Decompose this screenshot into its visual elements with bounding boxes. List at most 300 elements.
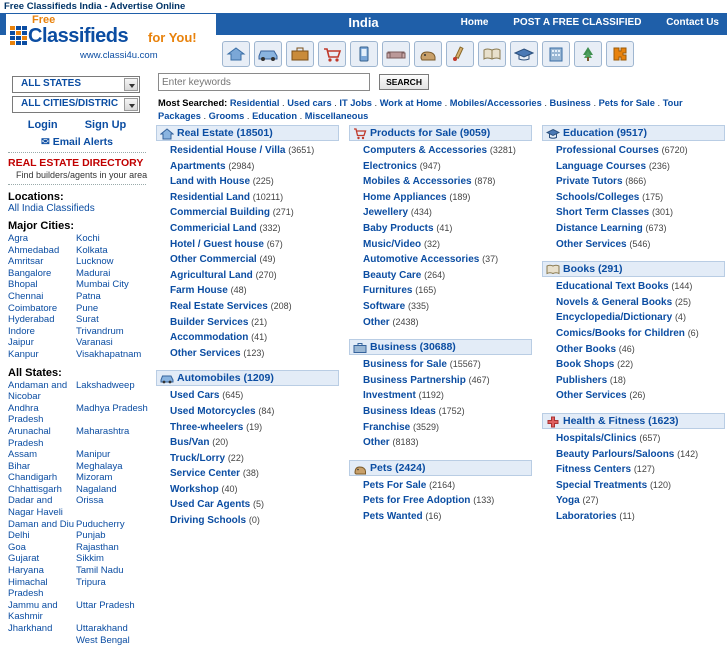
- site-header: [0, 13, 727, 69]
- category-item-label[interactable]: Driving Schools: [170, 515, 247, 527]
- state-link[interactable]: Jammu and Kashmir: [8, 599, 58, 623]
- category-item[interactable]: [556, 159, 725, 175]
- category-header[interactable]: [156, 370, 339, 386]
- city-link[interactable]: Ahmedabad: [8, 244, 60, 256]
- category-icon-bar[interactable]: [222, 39, 722, 69]
- category-item-label[interactable]: Apartments: [170, 160, 226, 172]
- category-item[interactable]: [556, 447, 725, 463]
- category-block: [156, 370, 339, 528]
- state-link[interactable]: Tamil Nadu: [76, 565, 124, 577]
- category-item-count: (19): [246, 421, 263, 432]
- search-input[interactable]: [158, 73, 370, 91]
- category-item[interactable]: [556, 342, 725, 358]
- category-item[interactable]: [363, 315, 532, 331]
- category-item[interactable]: [363, 190, 532, 206]
- state-link[interactable]: Chhattisgarh: [8, 483, 62, 495]
- category-item-label[interactable]: Service Center: [170, 468, 241, 480]
- city-link[interactable]: Varanasi: [76, 337, 113, 349]
- category-title: Books (291): [563, 263, 623, 276]
- state-link[interactable]: Arunachal Pradesh: [8, 425, 51, 449]
- book-icon[interactable]: [478, 41, 506, 67]
- category-item-count: (4): [674, 312, 686, 323]
- state-link[interactable]: Puducherry: [76, 518, 125, 530]
- category-item[interactable]: [363, 174, 532, 190]
- category-item-count: (41): [251, 332, 268, 343]
- state-link[interactable]: Rajasthan: [76, 541, 119, 553]
- state-link[interactable]: Gujarat: [8, 553, 40, 565]
- category-header[interactable]: [349, 339, 532, 355]
- category-item-label[interactable]: Special Treatments: [556, 479, 648, 491]
- category-item-count: (645): [222, 390, 244, 401]
- category-item[interactable]: [363, 420, 532, 436]
- locations-heading: Locations:: [8, 191, 64, 203]
- state-link[interactable]: Punjab: [76, 530, 106, 542]
- category-item[interactable]: [170, 190, 339, 206]
- state-link-empty: [8, 635, 76, 646]
- category-item-list: [156, 388, 339, 528]
- state-link[interactable]: Goa: [8, 541, 26, 553]
- category-item-label[interactable]: Other: [363, 437, 390, 449]
- browser-page-title: Free Classifieds India - Advertise Online: [0, 0, 727, 13]
- city-link[interactable]: Agra: [8, 233, 29, 244]
- category-item-count: (5): [253, 499, 264, 510]
- category-item-label[interactable]: Automotive Accessories: [363, 254, 480, 266]
- most-searched-link[interactable]: Business: [549, 98, 591, 108]
- most-searched-link[interactable]: IT Jobs: [339, 98, 372, 108]
- category-item-count: (127): [633, 464, 655, 475]
- category-item[interactable]: [363, 299, 532, 315]
- dog-icon[interactable]: [414, 41, 442, 67]
- state-link[interactable]: Manipur: [76, 449, 111, 461]
- category-item-count: (3281): [489, 145, 516, 155]
- most-searched-link[interactable]: Education: [252, 110, 297, 121]
- email-alerts-link[interactable]: [6, 136, 148, 148]
- category-item-label[interactable]: Business Partnership: [363, 374, 466, 386]
- category-header[interactable]: [349, 460, 532, 476]
- category-item[interactable]: [556, 279, 725, 295]
- category-item[interactable]: [170, 435, 339, 451]
- category-header[interactable]: [156, 125, 339, 141]
- category-item-label[interactable]: Workshop: [170, 483, 219, 495]
- category-item-label[interactable]: Beauty Parlours/Saloons: [556, 448, 675, 460]
- category-item-count: (3529): [413, 421, 440, 432]
- category-item[interactable]: [170, 237, 339, 253]
- category-item-label[interactable]: Commercial Building: [170, 207, 271, 219]
- puzzle-icon[interactable]: [606, 41, 634, 67]
- state-link[interactable]: Meghalaya: [76, 460, 123, 472]
- category-item-label[interactable]: Home Appliances: [363, 191, 447, 203]
- building-icon[interactable]: [542, 41, 570, 67]
- category-item-count: (467): [468, 374, 490, 385]
- all-india-classifieds-link[interactable]: All India Classifieds: [8, 203, 95, 214]
- real-estate-directory-subtitle: Find builders/agents in your area: [16, 170, 148, 180]
- state-link[interactable]: Mizoram: [76, 472, 113, 484]
- category-item-label[interactable]: Residential House / Villa: [170, 145, 286, 156]
- login-link[interactable]: Login: [27, 119, 58, 131]
- category-item[interactable]: [556, 143, 725, 159]
- state-link[interactable]: Jharkhand: [8, 623, 53, 634]
- email-alerts-label: Email Alerts: [52, 136, 114, 148]
- major-cities-list[interactable]: [8, 233, 148, 361]
- category-item-label[interactable]: Electronics: [363, 160, 417, 172]
- category-item-label[interactable]: Pets For Sale: [363, 479, 427, 491]
- category-item-label[interactable]: Used Motorcycles: [170, 405, 256, 417]
- category-item-label[interactable]: Agricultural Land: [170, 269, 253, 281]
- category-item-count: (41): [436, 222, 453, 233]
- category-item-label[interactable]: Book Shops: [556, 359, 615, 371]
- city-link[interactable]: Amritsar: [8, 256, 44, 268]
- category-item[interactable]: [363, 493, 532, 509]
- state-link[interactable]: Uttarakhand: [76, 623, 128, 634]
- shopping-cart-icon[interactable]: [318, 41, 346, 67]
- category-item-label[interactable]: Educational Text Books: [556, 281, 669, 293]
- briefcase-icon[interactable]: [286, 41, 314, 67]
- category-item-label[interactable]: Other Commercial: [170, 254, 257, 266]
- most-searched-link[interactable]: Mobiles/Accessories: [449, 98, 542, 108]
- city-link[interactable]: Chennai: [8, 290, 44, 302]
- state-link[interactable]: Sikkim: [76, 553, 104, 565]
- category-item-label[interactable]: Other: [363, 316, 390, 328]
- category-item-list: [349, 478, 532, 525]
- category-item-label[interactable]: Comics/Books for Children: [556, 327, 685, 339]
- state-link[interactable]: Tripura: [76, 576, 106, 588]
- category-item-label[interactable]: Hotel / Guest house: [170, 238, 264, 250]
- category-item[interactable]: [170, 283, 339, 299]
- category-item[interactable]: [170, 143, 339, 159]
- category-item[interactable]: [170, 268, 339, 284]
- city-link[interactable]: Madurai: [76, 267, 111, 279]
- state-link[interactable]: Delhi: [8, 530, 30, 542]
- state-link[interactable]: West Bengal: [76, 634, 130, 646]
- category-item[interactable]: [170, 466, 339, 482]
- category-item[interactable]: [556, 509, 725, 525]
- category-item-count: (236): [648, 160, 670, 171]
- account-links[interactable]: [6, 119, 148, 131]
- category-item-list: [349, 357, 532, 451]
- divider: [8, 184, 146, 185]
- category-item[interactable]: [363, 205, 532, 221]
- category-item-count: (673): [645, 222, 667, 233]
- state-link[interactable]: Himachal Pradesh: [8, 576, 48, 600]
- top-navigation[interactable]: [461, 17, 719, 28]
- category-item-label[interactable]: Used Cars: [170, 390, 220, 402]
- category-item-label[interactable]: Pets for Free Adoption: [363, 495, 471, 507]
- category-item-label[interactable]: Commericial Land: [170, 222, 257, 234]
- category-item-label[interactable]: Business Ideas: [363, 405, 436, 417]
- city-link[interactable]: Pune: [76, 302, 99, 314]
- nav-home[interactable]: Home: [460, 17, 489, 28]
- category-item-label[interactable]: Other Books: [556, 343, 617, 355]
- city-link[interactable]: Indore: [8, 325, 35, 337]
- search-bar[interactable]: [158, 73, 720, 99]
- category-item-label[interactable]: Other Services: [170, 347, 241, 359]
- category-item-count: (657): [639, 432, 661, 443]
- state-link[interactable]: Bihar: [8, 460, 31, 472]
- all-cities-select[interactable]: [12, 96, 140, 113]
- most-searched-row[interactable]: [158, 97, 724, 122]
- category-item[interactable]: [170, 205, 339, 221]
- state-link[interactable]: Andhra Pradesh: [8, 402, 44, 426]
- state-link[interactable]: Chandigarh: [8, 472, 58, 484]
- dog-icon: [353, 463, 367, 475]
- category-item-label[interactable]: Professional Courses: [556, 145, 659, 156]
- category-item[interactable]: [556, 373, 725, 389]
- city-link[interactable]: Mumbai City: [76, 279, 129, 291]
- most-searched-link[interactable]: Residential: [229, 98, 280, 108]
- category-item[interactable]: [363, 388, 532, 404]
- category-item[interactable]: [556, 190, 725, 206]
- category-header[interactable]: [542, 125, 725, 141]
- city-link[interactable]: Surat: [76, 314, 99, 326]
- category-item[interactable]: [363, 478, 532, 494]
- category-item-label[interactable]: Residential Land: [170, 191, 251, 203]
- category-item[interactable]: [556, 357, 725, 373]
- category-item-label[interactable]: Baby Products: [363, 222, 434, 234]
- category-item-label[interactable]: Used Car Agents: [170, 499, 251, 511]
- city-link[interactable]: Patna: [76, 290, 101, 302]
- sofa-icon[interactable]: [382, 41, 410, 67]
- state-link[interactable]: Maharashtra: [76, 425, 130, 437]
- category-item[interactable]: [556, 493, 725, 509]
- most-searched-link[interactable]: Used cars: [287, 98, 332, 108]
- category-item[interactable]: [556, 295, 725, 311]
- category-item[interactable]: [170, 346, 339, 362]
- tree-icon[interactable]: [574, 41, 602, 67]
- category-title: Education (9517): [563, 127, 648, 139]
- category-item-label[interactable]: Three-wheelers: [170, 421, 244, 433]
- house-icon: [160, 128, 174, 140]
- category-block: [349, 125, 532, 330]
- category-block: [349, 339, 532, 451]
- category-item[interactable]: [363, 268, 532, 284]
- most-searched-link[interactable]: Pets for Sale: [598, 98, 655, 108]
- nav-post-free-classified[interactable]: POST A FREE CLASSIFIED: [513, 17, 642, 28]
- category-item-label[interactable]: Truck/Lorry: [170, 452, 226, 464]
- all-states-select[interactable]: [12, 76, 140, 93]
- category-item[interactable]: [556, 205, 725, 221]
- category-item-label[interactable]: Schools/Colleges: [556, 191, 640, 203]
- category-item[interactable]: [170, 299, 339, 315]
- category-item-count: (332): [259, 222, 281, 233]
- category-item-label[interactable]: Franchise: [363, 421, 411, 433]
- category-item-list: [542, 431, 725, 525]
- category-item-label[interactable]: Encyclopedia/Dictionary: [556, 312, 673, 324]
- most-searched-link[interactable]: Tour Packages: [158, 98, 683, 121]
- category-item-label[interactable]: Farm House: [170, 285, 228, 297]
- category-item-count: (270): [255, 269, 277, 280]
- signup-link[interactable]: Sign Up: [84, 119, 127, 131]
- cricket-icon[interactable]: [446, 41, 474, 67]
- category-item-count: (21): [251, 316, 268, 327]
- category-item[interactable]: [170, 330, 339, 346]
- category-item[interactable]: [556, 221, 725, 237]
- category-title: Products for Sale (9059): [370, 127, 491, 139]
- category-item-count: (335): [408, 300, 430, 311]
- category-item-label[interactable]: Distance Learning: [556, 222, 643, 234]
- city-link[interactable]: Trivandrum: [76, 325, 124, 337]
- category-item[interactable]: [363, 252, 532, 268]
- category-item[interactable]: [556, 326, 725, 342]
- category-item-label[interactable]: Jewellery: [363, 207, 409, 219]
- category-item-count: (2164): [429, 479, 456, 490]
- category-item-count: (133): [473, 495, 495, 506]
- category-item-count: (2438): [392, 316, 419, 327]
- most-searched-link[interactable]: Grooms: [208, 110, 245, 121]
- category-item-label[interactable]: Short Term Classes: [556, 207, 650, 219]
- most-searched-link[interactable]: Miscellaneous: [304, 110, 369, 121]
- city-link[interactable]: Kolkata: [76, 244, 108, 256]
- category-item-count: (6): [687, 327, 699, 338]
- city-link[interactable]: Bhopal: [8, 279, 38, 291]
- category-item[interactable]: [556, 478, 725, 494]
- city-link[interactable]: Visakhapatnam: [76, 348, 142, 360]
- category-item-label[interactable]: Software: [363, 300, 406, 312]
- category-item-label[interactable]: Investment: [363, 390, 416, 402]
- category-item[interactable]: [556, 174, 725, 190]
- chevron-down-icon[interactable]: [124, 78, 138, 91]
- category-header[interactable]: [542, 261, 725, 277]
- category-item-label[interactable]: Business for Sale: [363, 359, 447, 371]
- state-link[interactable]: Lakshadweep: [76, 379, 135, 391]
- category-item-count: (48): [230, 285, 247, 296]
- category-item-label[interactable]: Mobiles & Accessories: [363, 176, 472, 188]
- category-block: [542, 261, 725, 404]
- health-icon: [546, 416, 560, 428]
- category-item[interactable]: [170, 159, 339, 175]
- site-logo[interactable]: [6, 14, 216, 68]
- category-item-count: (878): [474, 176, 496, 187]
- category-item-count: (84): [258, 405, 275, 416]
- category-item-count: (208): [270, 300, 292, 311]
- category-item-label[interactable]: Land with House: [170, 176, 250, 188]
- category-column-1: [156, 125, 339, 538]
- category-item[interactable]: [556, 431, 725, 447]
- category-item-count: (16): [425, 510, 442, 521]
- category-item[interactable]: [170, 482, 339, 498]
- category-item[interactable]: [556, 310, 725, 326]
- category-item-count: (15567): [449, 359, 481, 370]
- all-states-list[interactable]: [8, 380, 148, 646]
- category-item[interactable]: [363, 221, 532, 237]
- category-item[interactable]: [363, 404, 532, 420]
- category-item[interactable]: [363, 509, 532, 525]
- category-item-label[interactable]: Language Courses: [556, 160, 647, 172]
- city-link[interactable]: Kochi: [76, 233, 100, 244]
- category-item-count: (18): [609, 374, 626, 385]
- category-item[interactable]: [363, 373, 532, 389]
- city-link[interactable]: Hyderabad: [8, 314, 55, 326]
- category-item[interactable]: [170, 388, 339, 404]
- category-header[interactable]: [349, 125, 532, 141]
- all-states-heading: All States:: [8, 366, 62, 379]
- state-link[interactable]: Orissa: [76, 495, 104, 507]
- category-item[interactable]: [170, 420, 339, 436]
- chevron-down-icon[interactable]: [124, 98, 138, 111]
- category-item-count: (25): [674, 296, 691, 307]
- category-item[interactable]: [170, 252, 339, 268]
- state-link[interactable]: Daman and Diu: [8, 518, 75, 530]
- category-item-label[interactable]: Pets Wanted: [363, 510, 423, 522]
- category-item-label[interactable]: Builder Services: [170, 316, 249, 328]
- category-item-label[interactable]: Beauty Care: [363, 269, 422, 281]
- state-link[interactable]: Nagaland: [76, 483, 117, 495]
- category-item-label[interactable]: Laboratories: [556, 510, 617, 522]
- category-item-label[interactable]: Music/Video: [363, 238, 422, 250]
- category-item[interactable]: [556, 237, 725, 253]
- category-item[interactable]: [170, 497, 339, 513]
- category-item-count: (1192): [418, 390, 444, 401]
- category-item-count: (26): [629, 390, 646, 401]
- category-item[interactable]: [363, 237, 532, 253]
- category-item[interactable]: [556, 388, 725, 404]
- category-item-label[interactable]: Novels & General Books: [556, 296, 673, 308]
- city-link[interactable]: Jaipur: [8, 337, 34, 349]
- most-searched-link[interactable]: Work at Home: [379, 98, 443, 108]
- city-link[interactable]: Bangalore: [8, 267, 52, 279]
- category-item[interactable]: [170, 174, 339, 190]
- category-item-list: [156, 143, 339, 361]
- state-link[interactable]: Madhya Pradesh: [76, 402, 148, 414]
- state-link[interactable]: Andaman and Nicobar: [8, 379, 68, 403]
- most-searched-links[interactable]: Residential . Used cars . IT Jobs . Work at Home . Mobiles/Accessories . Business . Pets for Sale . Tour Packages . Grooms . Education . Miscellaneous: [158, 98, 683, 121]
- category-item-label[interactable]: Real Estate Services: [170, 300, 268, 312]
- nav-contact-us[interactable]: Contact Us: [666, 17, 719, 28]
- category-item-label[interactable]: Publishers: [556, 374, 608, 386]
- category-item[interactable]: [363, 143, 532, 159]
- category-item-count: (434): [410, 207, 432, 218]
- category-item[interactable]: [170, 513, 339, 529]
- category-item[interactable]: [170, 404, 339, 420]
- category-item-count: (546): [629, 238, 651, 249]
- state-link[interactable]: Haryana: [8, 565, 44, 577]
- category-header[interactable]: [542, 413, 725, 429]
- category-item-label[interactable]: Fitness Centers: [556, 464, 632, 476]
- real-estate-directory-title[interactable]: REAL ESTATE DIRECTORY: [8, 157, 144, 169]
- category-item[interactable]: [170, 221, 339, 237]
- state-link[interactable]: Uttar Pradesh: [76, 599, 135, 611]
- category-item[interactable]: [363, 357, 532, 373]
- house-icon[interactable]: [222, 41, 250, 67]
- category-title: Pets (2424): [370, 461, 426, 474]
- category-item-label[interactable]: Accommodation: [170, 332, 249, 344]
- category-item[interactable]: [363, 159, 532, 175]
- city-link[interactable]: Coimbatore: [8, 302, 58, 314]
- category-item-label[interactable]: Other Services: [556, 238, 627, 250]
- category-item-count: (38): [242, 468, 259, 479]
- category-item[interactable]: [170, 451, 339, 467]
- car-icon[interactable]: [254, 41, 282, 67]
- category-item-label[interactable]: Yoga: [556, 495, 580, 507]
- city-link[interactable]: Kanpur: [8, 348, 39, 360]
- category-item-label[interactable]: Computers & Accessories: [363, 145, 488, 156]
- category-item-label[interactable]: Private Tutors: [556, 176, 623, 188]
- book-icon: [546, 264, 560, 276]
- category-item-label[interactable]: Hospitals/Clinics: [556, 432, 637, 444]
- category-item[interactable]: [170, 315, 339, 331]
- category-item-label[interactable]: Bus/Van: [170, 437, 210, 449]
- search-button[interactable]: SEARCH: [379, 74, 429, 90]
- category-item[interactable]: [363, 435, 532, 451]
- state-link[interactable]: Dadar and Nagar Haveli: [8, 495, 63, 519]
- category-item-label[interactable]: Other Services: [556, 390, 627, 402]
- state-link[interactable]: Assam: [8, 449, 38, 461]
- city-link[interactable]: Lucknow: [76, 256, 114, 268]
- category-item[interactable]: [556, 462, 725, 478]
- mobile-icon[interactable]: [350, 41, 378, 67]
- graduation-cap-icon[interactable]: [510, 41, 538, 67]
- category-item[interactable]: [363, 283, 532, 299]
- category-item-label[interactable]: Furnitures: [363, 285, 413, 297]
